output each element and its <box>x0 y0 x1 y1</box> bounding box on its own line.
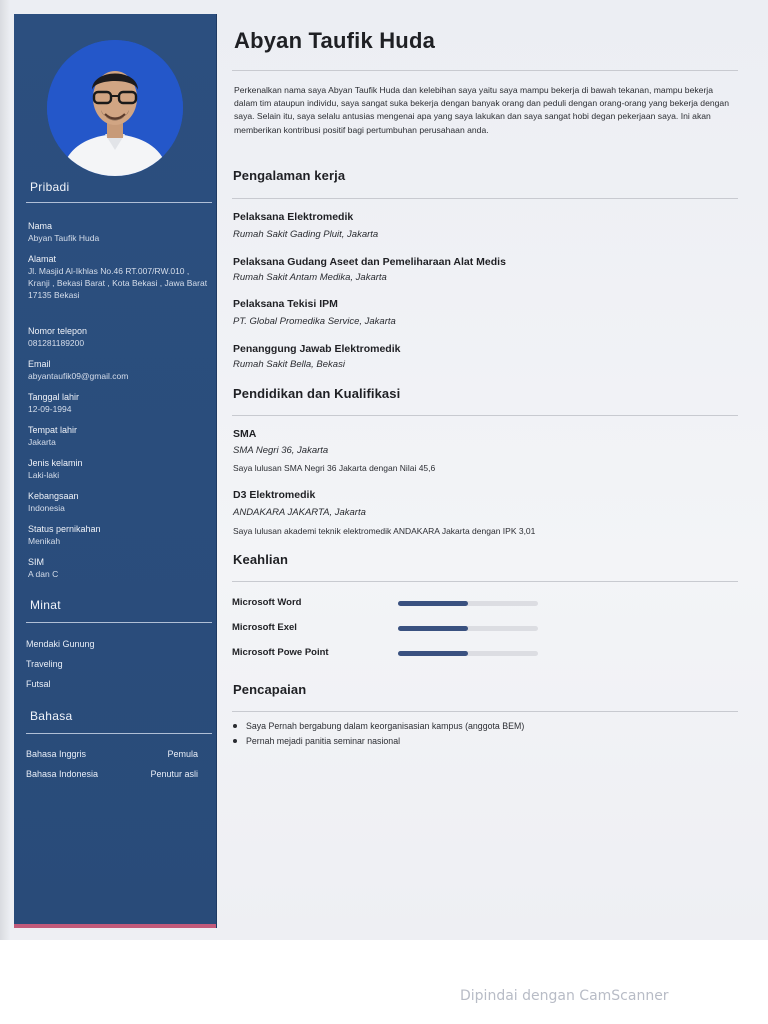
field-value: Laki-laki <box>28 470 60 480</box>
field-value: Jl. Masjid Al-Ikhlas No.46 RT.007/RW.010 , Kranji , Bekasi Barat , Kota Bekasi , Jawa Barat 17135 Bekasi <box>28 266 208 300</box>
field-license <box>28 556 214 580</box>
field-label: Nama <box>28 221 53 231</box>
field-label: Tempat lahir <box>28 425 78 435</box>
education-description: Saya lulusan akademi teknik elektromedik ANDAKARA Jakarta dengan IPK 3,01 <box>233 526 536 536</box>
education-school: SMA Negri 36, Jakarta <box>233 445 329 456</box>
field-value: abyantaufik09@gmail.com <box>28 371 129 381</box>
bahasa-title: Bahasa <box>30 709 73 723</box>
field-value: 12-09-1994 <box>28 404 72 414</box>
education-school: ANDAKARA JAKARTA, Jakarta <box>233 507 366 518</box>
field-label: Status pernikahan <box>28 524 101 534</box>
minat-list <box>26 634 212 694</box>
field-label: Tanggal lahir <box>28 392 80 402</box>
field-birthdate <box>28 391 214 415</box>
skill-row <box>232 597 552 611</box>
education-divider <box>232 415 738 416</box>
field-value: Menikah <box>28 536 61 546</box>
field-value: Indonesia <box>28 503 65 513</box>
summary-paragraph: Perkenalkan nama saya Abyan Taufik Huda dan kelebihan saya yaitu saya mampu bekerja di bawah tekanan, mampu bekerja dalam tim ataupun individu, saya sangat suka bekerja dengan banyak orang dan peduli dengan orang-orang yang bekerja dengan saya. Selain itu, saya selalu antusias mengenai apa yang saya lakukan dan saya sangat hobi degan pekerjaan saya. Ini akan memberikan kontribusi positif bagi pertumbuhan perusahaan anda. <box>234 85 729 135</box>
skill-bar-fill <box>398 601 468 606</box>
skill-row <box>232 622 552 636</box>
bullet-icon <box>233 724 237 728</box>
skill-row <box>232 647 552 661</box>
education-title: Pendidikan dan Kualifikasi <box>233 386 401 401</box>
minat-title: Minat <box>30 598 61 612</box>
profile-photo <box>47 40 183 176</box>
bahasa-divider <box>26 733 212 734</box>
education-description: Saya lulusan SMA Negri 36 Jakarta dengan Nilai 45,6 <box>233 463 436 473</box>
experience-divider <box>232 198 738 199</box>
list-item: Futsal <box>26 679 51 689</box>
skills-divider <box>232 581 738 582</box>
achievements-divider <box>232 711 738 712</box>
field-marital-status <box>28 523 214 547</box>
field-value: 081281189200 <box>28 338 85 348</box>
skill-name: Microsoft Powe Point <box>232 647 329 658</box>
field-label: Nomor telepon <box>28 326 88 336</box>
skill-bar-fill <box>398 651 468 656</box>
skill-bar-track <box>398 601 538 606</box>
job-title: Pelaksana Gudang Aseet dan Pemeliharaan Alat Medis <box>233 256 506 268</box>
field-label: Kebangsaan <box>28 491 79 501</box>
language-row <box>26 749 206 759</box>
field-value: A dan C <box>28 569 59 579</box>
bullet-icon <box>233 739 237 743</box>
job-place: Rumah Sakit Antam Medika, Jakarta <box>233 272 387 283</box>
field-name <box>28 220 214 244</box>
pribadi-title: Pribadi <box>30 180 70 194</box>
page-title: Abyan Taufik Huda <box>234 28 436 53</box>
language-name: Bahasa Inggris <box>26 749 87 759</box>
list-item <box>232 734 738 749</box>
education-level: D3 Elektromedik <box>233 489 316 501</box>
field-phone <box>28 325 214 349</box>
job-place: Rumah Sakit Bella, Bekasi <box>233 359 345 370</box>
job-title: Pelaksana Elektromedik <box>233 211 354 223</box>
achievements-title: Pencapaian <box>233 682 307 697</box>
skills-title: Keahlian <box>233 552 288 567</box>
achievement-text: Pernah mejadi panitia seminar nasional <box>246 736 401 746</box>
achievements-list <box>232 719 738 749</box>
pribadi-divider <box>26 202 212 203</box>
field-email <box>28 358 214 382</box>
skill-name: Microsoft Exel <box>232 622 297 633</box>
achievement-text: Saya Pernah bergabung dalam keorganisasian kampus (anggota BEM) <box>246 721 525 731</box>
field-label: SIM <box>28 557 45 567</box>
scanner-watermark: Dipindai dengan CamScanner <box>460 988 669 1004</box>
job-place: PT. Global Promedika Service, Jakarta <box>233 316 396 327</box>
skill-name: Microsoft Word <box>232 597 302 608</box>
minat-divider <box>26 622 212 623</box>
skill-bar-fill <box>398 626 468 631</box>
job-title: Pelaksana Tekisi IPM <box>233 298 338 310</box>
sidebar <box>14 14 216 928</box>
field-label: Jenis kelamin <box>28 458 83 468</box>
language-name: Bahasa Indonesia <box>26 769 99 779</box>
language-row <box>26 769 206 779</box>
list-item: Traveling <box>26 659 63 669</box>
field-nationality <box>28 490 214 514</box>
education-level: SMA <box>233 428 257 440</box>
field-label: Alamat <box>28 254 57 264</box>
title-divider <box>232 70 738 71</box>
job-title: Penanggung Jawab Elektromedik <box>233 343 401 355</box>
sidebar-accent-bar <box>14 924 216 928</box>
page-edge <box>0 0 10 940</box>
job-place: Rumah Sakit Gading Pluit, Jakarta <box>233 229 379 240</box>
list-item: Mendaki Gunung <box>26 639 95 649</box>
field-value: Jakarta <box>28 437 56 447</box>
language-level: Penutur asli <box>150 769 198 779</box>
portrait-illustration <box>47 40 183 176</box>
field-address <box>28 253 208 301</box>
list-item <box>232 719 738 734</box>
field-birthplace <box>28 424 214 448</box>
field-gender <box>28 457 214 481</box>
field-value: Abyan Taufik Huda <box>28 233 100 243</box>
skill-bar-track <box>398 651 538 656</box>
field-label: Email <box>28 359 51 369</box>
skill-bar-track <box>398 626 538 631</box>
experience-title: Pengalaman kerja <box>233 168 346 183</box>
language-level: Pemula <box>167 749 198 759</box>
